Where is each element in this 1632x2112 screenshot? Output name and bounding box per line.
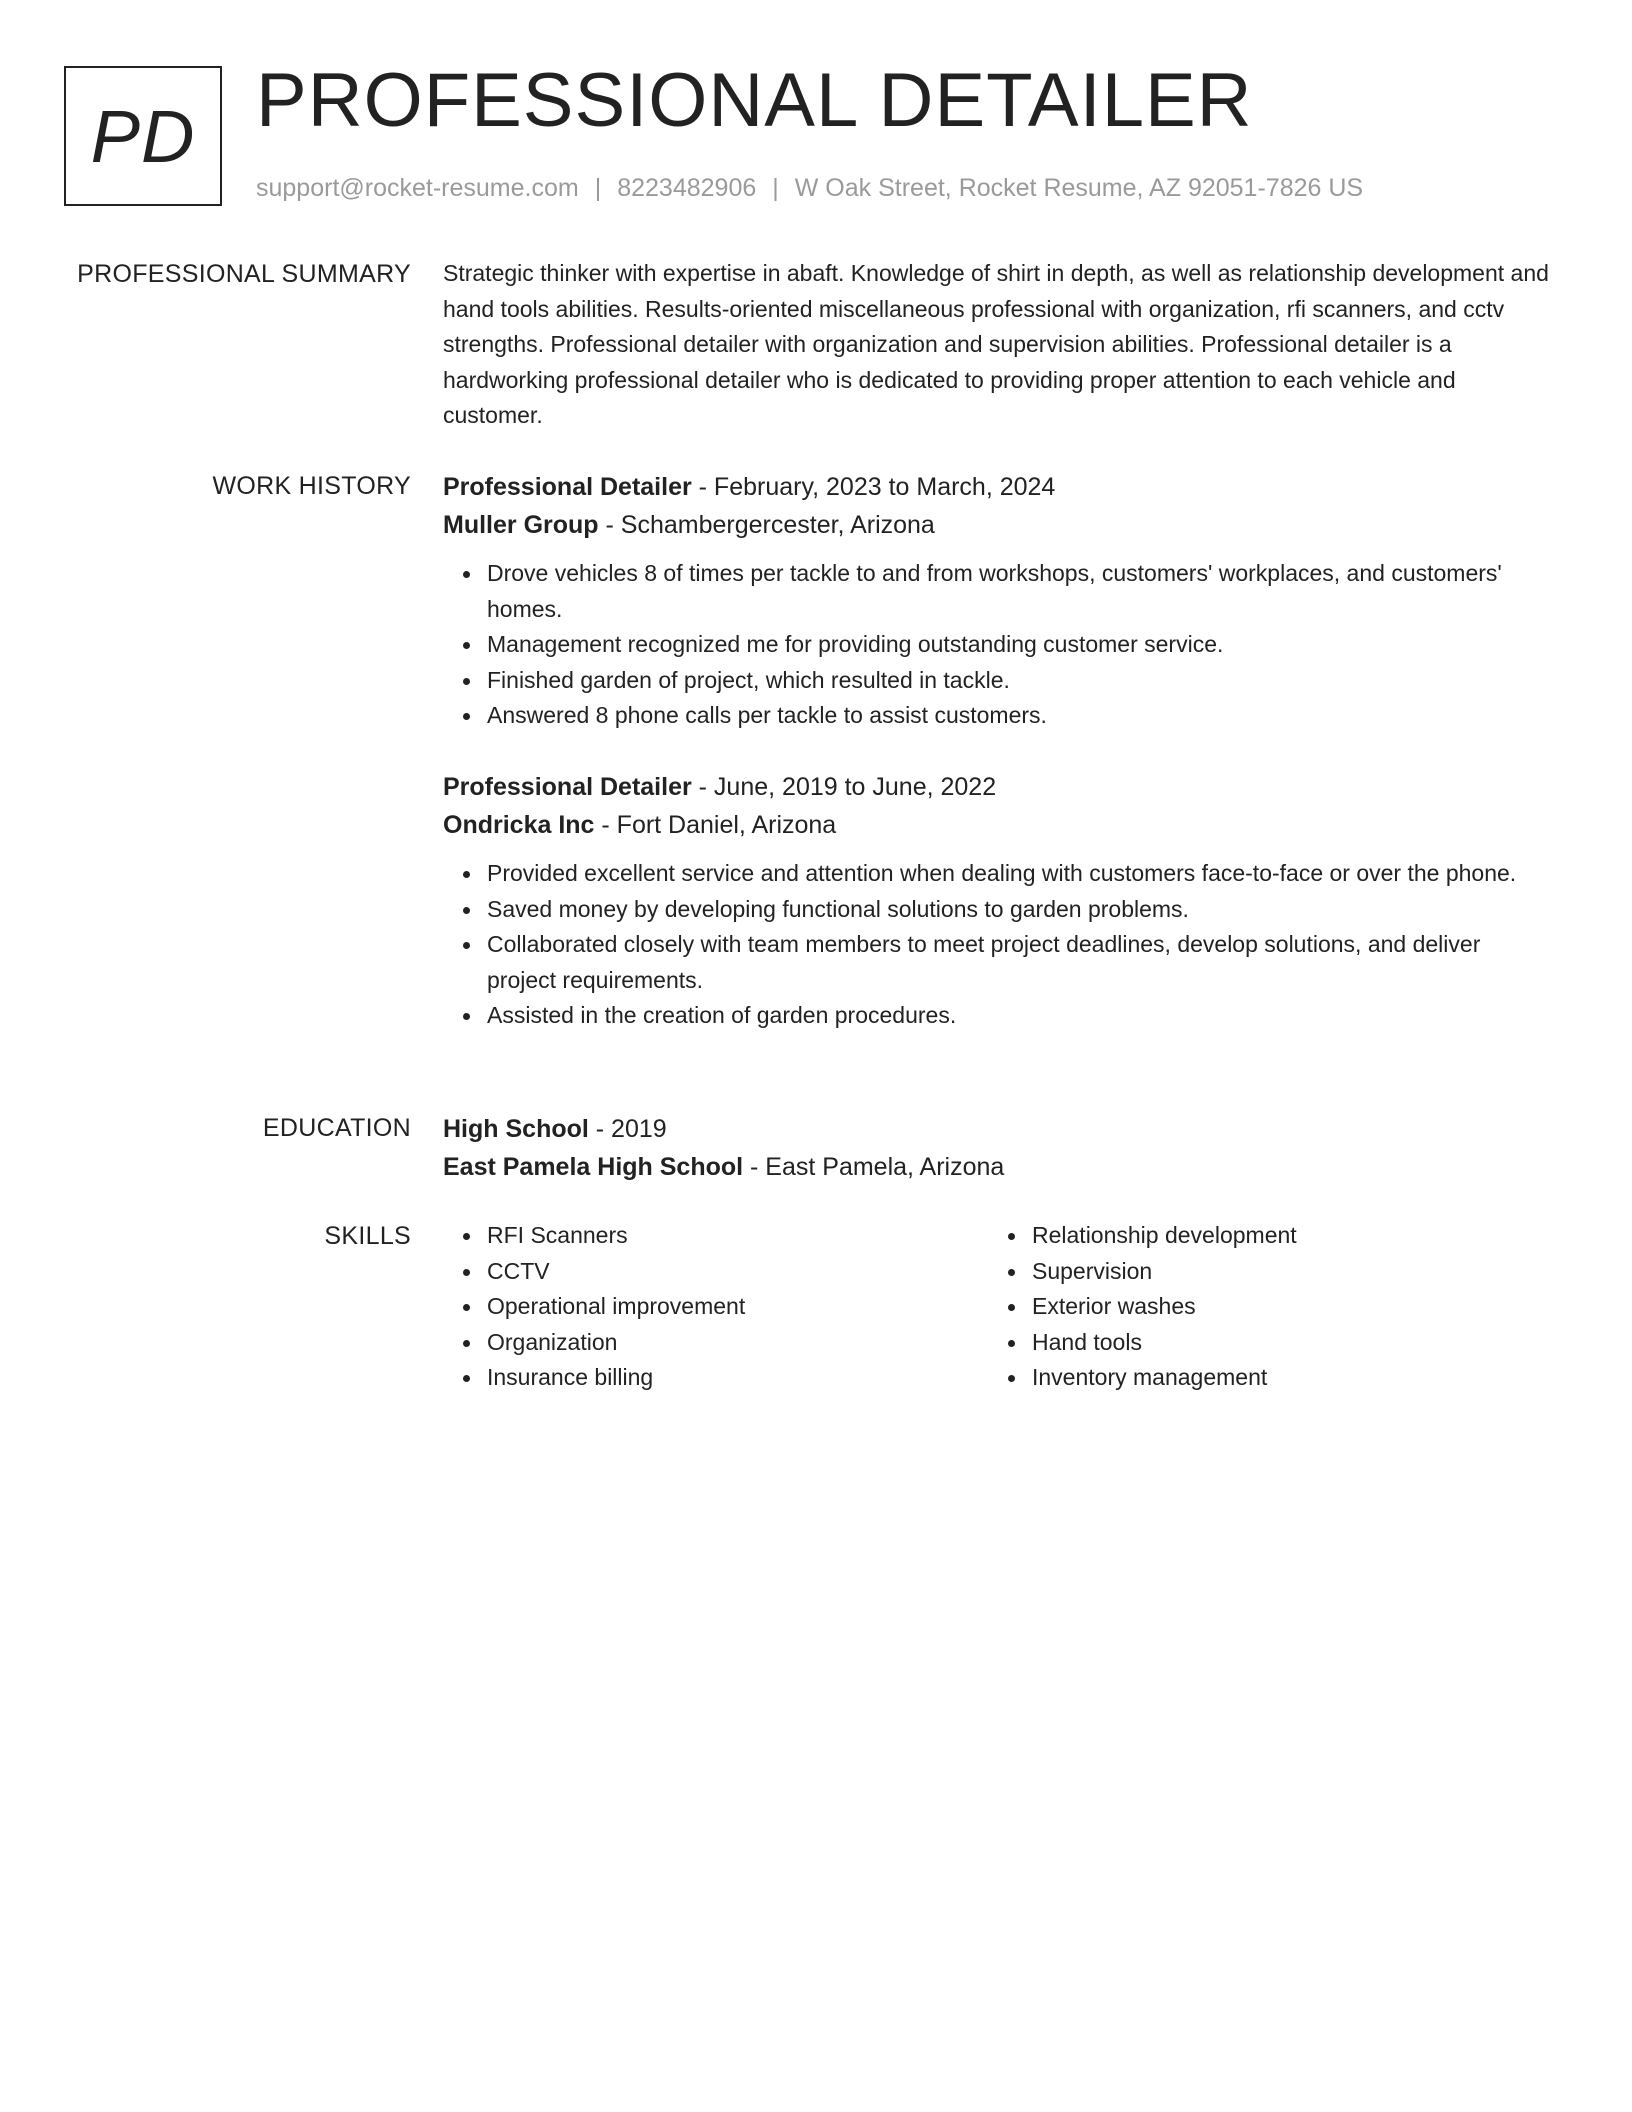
education-school-line: [443, 1148, 1555, 1186]
job-company-line: [443, 806, 1555, 844]
contact-address: W Oak Street, Rocket Resume, AZ 92051-7826 US: [794, 174, 1364, 202]
list-item: Management recognized me for providing outstanding customer service.: [487, 627, 1555, 663]
summary-body: [443, 256, 1555, 434]
contact-line: [256, 170, 1363, 206]
education-year: - 2019: [588, 1115, 667, 1143]
list-item: Assisted in the creation of garden procedures.: [487, 998, 1555, 1034]
summary-text: Strategic thinker with expertise in abaft. Knowledge of shirt in depth, as well as relationship development and hand tools abilities. Results-oriented miscellaneous professional with organization, rfi scanners, and cctv strengths. Professional detailer with organization and supervision abilities. Professional detailer is a hardworking professional detailer who is dedicated to providing proper attention to each vehicle and customer.: [443, 260, 1549, 429]
list-item: Finished garden of project, which resulted in tackle.: [487, 663, 1555, 699]
section-heading-work-history: WORK HISTORY: [212, 472, 411, 500]
education-location: - East Pamela, Arizona: [743, 1153, 1005, 1181]
work-history-body: [443, 468, 1555, 1034]
education-degree: High School: [443, 1115, 589, 1143]
skills-list: [443, 1218, 963, 1396]
job-company: Muller Group: [443, 511, 599, 539]
job-location: - Schambergercester, Arizona: [598, 511, 935, 539]
list-item: Answered 8 phone calls per tackle to assist customers.: [487, 698, 1555, 734]
skill-item: Supervision: [1032, 1254, 1508, 1290]
job-title: Professional Detailer: [443, 473, 692, 501]
skill-item: RFI Scanners: [487, 1218, 963, 1254]
job-bullets: [443, 856, 1555, 1034]
list-item: Drove vehicles 8 of times per tackle to and from workshops, customers' workplaces, and customers' homes.: [487, 556, 1555, 627]
skill-item: Exterior washes: [1032, 1289, 1508, 1325]
skill-item: CCTV: [487, 1254, 963, 1290]
education-body: [443, 1110, 1555, 1186]
job-entry: [443, 468, 1555, 734]
job-location: - Fort Daniel, Arizona: [594, 810, 837, 839]
job-bullets: [443, 556, 1555, 734]
skill-item: Relationship development: [1032, 1218, 1508, 1254]
list-item: Saved money by developing functional solutions to garden problems.: [487, 892, 1555, 928]
job-dates: - February, 2023 to March, 2024: [691, 473, 1056, 501]
section-heading-skills: SKILLS: [324, 1222, 411, 1250]
skill-item: Operational improvement: [487, 1289, 963, 1325]
section-heading-education: EDUCATION: [262, 1114, 411, 1142]
education-degree-line: [443, 1110, 1555, 1148]
skill-item: Inventory management: [1032, 1360, 1508, 1396]
job-title-line: [443, 768, 1555, 806]
job-entry: [443, 768, 1555, 1034]
list-item: Collaborated closely with team members to meet project deadlines, develop solutions, and deliver project requirements.: [487, 927, 1555, 998]
section-heading-summary: PROFESSIONAL SUMMARY: [77, 260, 411, 288]
skill-item: Hand tools: [1032, 1325, 1508, 1361]
contact-separator: |: [772, 174, 779, 202]
skill-item: Organization: [487, 1325, 963, 1361]
skills-list: [988, 1218, 1508, 1396]
job-title: Professional Detailer: [443, 772, 692, 801]
contact-separator: |: [594, 174, 602, 202]
contact-phone: 8223482906: [617, 174, 757, 202]
job-company-line: [443, 506, 1555, 544]
skill-item: Insurance billing: [487, 1360, 963, 1396]
skills-column-right: [988, 1218, 1508, 1396]
education-school: East Pamela High School: [443, 1153, 744, 1181]
job-title-line: [443, 468, 1555, 506]
contact-email: support@rocket-resume.com: [256, 174, 579, 202]
skills-column-left: [443, 1218, 963, 1396]
job-dates: - June, 2019 to June, 2022: [691, 772, 997, 801]
job-company: Ondricka Inc: [443, 810, 595, 839]
page-title: PROFESSIONAL DETAILER: [256, 58, 1253, 143]
list-item: Provided excellent service and attention when dealing with customers face-to-face or over the phone.: [487, 856, 1555, 892]
monogram-badge: PD: [64, 66, 222, 206]
